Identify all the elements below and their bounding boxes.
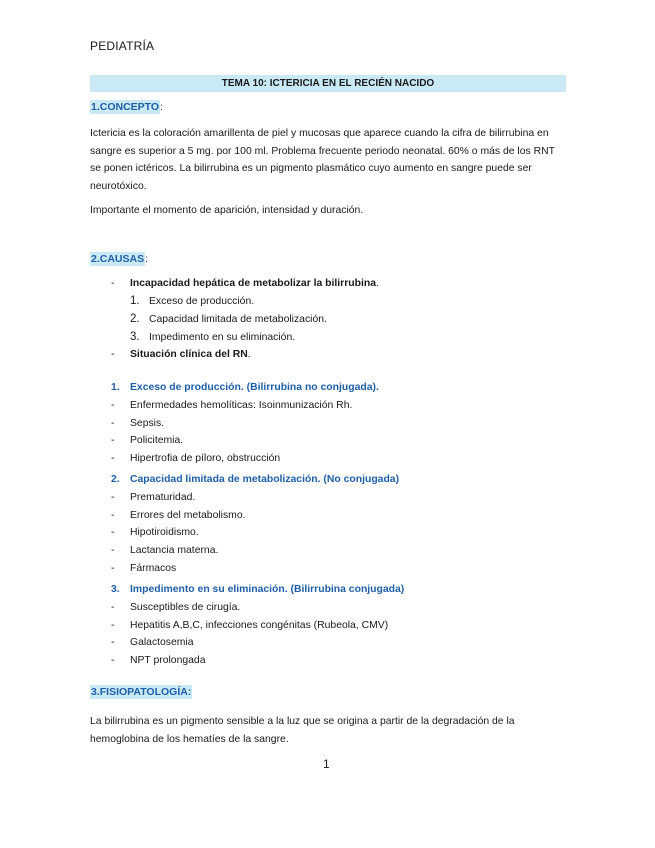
bullet-dash: - [111, 400, 115, 411]
sub-number: 2. [130, 313, 140, 325]
list-item: NPT prolongada [130, 655, 206, 666]
list-item: Galactosemia [130, 637, 194, 648]
list-item-situacion: Situación clínica del RN. [130, 349, 251, 360]
section-heading-concepto: 1.CONCEPTO: [91, 101, 163, 113]
sub-number: 1. [130, 295, 140, 307]
group-number: 3. [111, 584, 120, 595]
list-item: Fármacos [130, 563, 177, 574]
bullet-dash: - [111, 602, 115, 613]
bullet-dash: - [111, 563, 115, 574]
list-item: Prematuridad. [130, 492, 196, 503]
list-item: Hepatitis A,B,C, infecciones congénitas (Rubeola, CMV) [130, 620, 389, 631]
sub-item: Capacidad limitada de metabolización. [149, 314, 327, 325]
list-item: Lactancia materna. [130, 545, 219, 556]
bullet-dash: - [111, 349, 115, 360]
list-item: Errores del metabolismo. [130, 510, 246, 521]
section-heading-fisiopatologia: 3.FISIOPATOLOGÍA: [91, 686, 192, 698]
bullet-dash: - [111, 620, 115, 631]
concepto-paragraph: Ictericia es la coloración amarillenta de piel y mucosas que aparece cuando la cifra de bilirrubina en sangre es superior a 5 mg. por 100 ml. Problema frecuente periodo neonatal. 60% o más de los RNT se ponen ictéricos. La bilirrubina es un pigmento plasmático cuyo aumento en sangre puede ser neurotóxico. [90, 128, 555, 192]
list-item: Hipertrofia de píloro, obstrucción [130, 453, 281, 464]
bullet-dash: - [111, 453, 115, 464]
concepto-note: Importante el momento de aparición, intensidad y duración. [90, 205, 364, 216]
list-item-incapacidad: Incapacidad hepática de metabolizar la bilirrubina. [130, 278, 379, 289]
group-title-capacidad: Capacidad limitada de metabolización. (No conjugada) [130, 474, 400, 485]
list-item: Hipotiroidismo. [130, 527, 199, 538]
list-item: Policitemia. [130, 435, 184, 446]
bullet-dash: - [111, 637, 115, 648]
bullet-dash: - [111, 545, 115, 556]
bullet-dash: - [111, 435, 115, 446]
page-number: 1 [323, 757, 330, 771]
bullet-dash: - [111, 492, 115, 503]
bullet-dash: - [111, 527, 115, 538]
sub-item: Exceso de producción. [149, 296, 255, 307]
bullet-dash: - [111, 418, 115, 429]
bullet-dash: - [111, 510, 115, 521]
section-heading-causas: 2.CAUSAS: [91, 253, 149, 265]
list-item: Susceptibles de cirugía. [130, 602, 241, 613]
group-title-exceso: Exceso de producción. (Bilirrubina no conjugada). [130, 382, 379, 393]
sub-item: Impedimento en su eliminación. [149, 332, 296, 343]
fisiopatologia-paragraph: La bilirrubina es un pigmento sensible a la luz que se origina a partir de la degradación de la hemoglobina de los hematíes de la sangre. [90, 716, 515, 745]
sub-number: 3. [130, 331, 140, 343]
group-number: 1. [111, 382, 120, 393]
group-number: 2. [111, 474, 120, 485]
list-item: Enfermedades hemolíticas: Isoinmunización Rh. [130, 400, 353, 411]
group-title-impedimento: Impedimento en su eliminación. (Bilirrubina conjugada) [130, 584, 405, 595]
bullet-dash: - [111, 278, 115, 289]
bullet-dash: - [111, 655, 115, 666]
page-header: PEDIATRÍA [90, 39, 155, 53]
list-item: Sepsis. [130, 418, 165, 429]
document-title: TEMA 10: ICTERICIA EN EL RECIÉN NACIDO [90, 75, 566, 92]
